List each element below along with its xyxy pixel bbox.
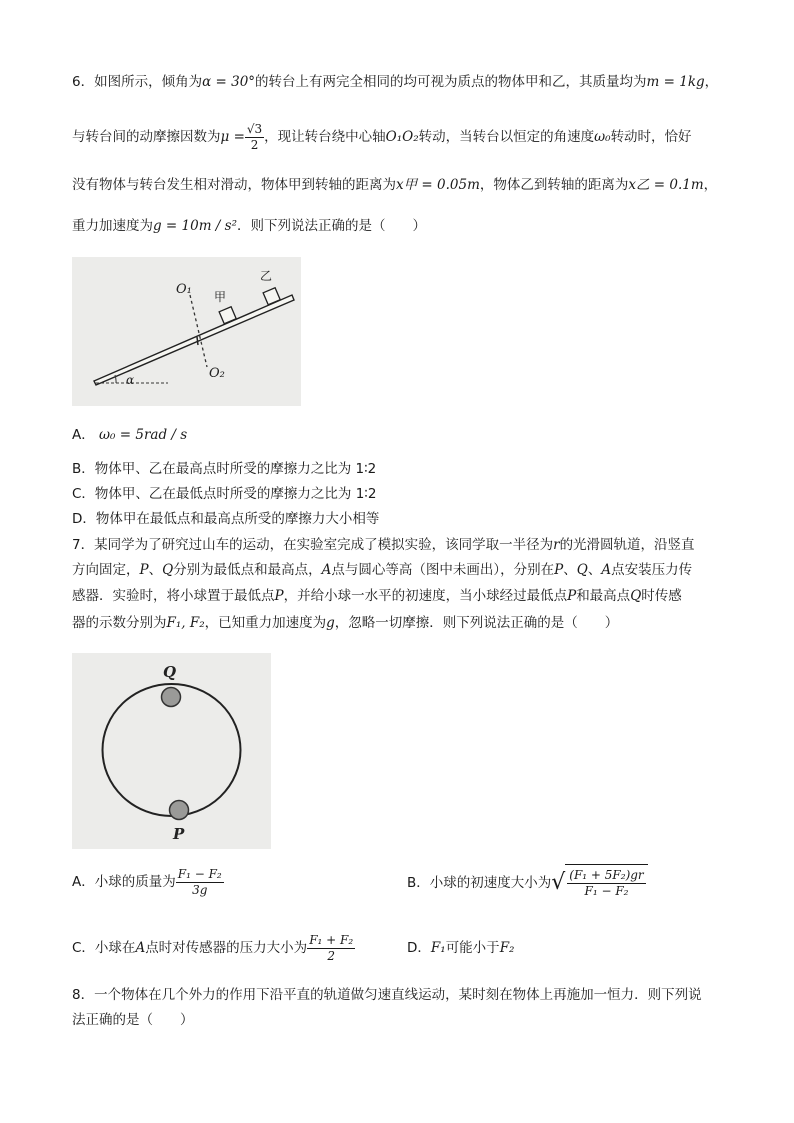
q7-line-3: 感器．实验时，将小球置于最低点P，并给小球一水平的初速度，当小球经过最低点P和最高点Q时传感 [72, 588, 682, 604]
label-p: P [173, 825, 185, 843]
sqrt-sign: √ [551, 870, 566, 895]
q8-line-2: 法正确的是（ ） [72, 1012, 194, 1028]
q7-option-a: A．小球的质量为 $\frac{\text{F₁ − F₂}}{3g}$ [72, 866, 222, 897]
label-jia: 甲 [214, 290, 227, 304]
q6-line-4: 重力加速度为g = 10m / s²．则下列说法正确的是（ ） [72, 218, 426, 234]
label-o1: O₁ [176, 282, 192, 297]
q6-option-c: C．物体甲、乙在最低点时所受的摩擦力之比为 1∶2 [72, 486, 377, 502]
q8-line-1: 8．一个物体在几个外力的作用下沿平直的轨道做匀速直线运动，某时刻在物体上再施加一恒力．则下列说 [72, 987, 702, 1003]
label-o2: O₂ [209, 366, 225, 381]
q7-loop-figure [72, 653, 271, 849]
q7-a-fraction: $\frac{\text{F₁ − F₂}}{3g}$ [177, 866, 222, 897]
q6-line-3: 没有物体与转台发生相对滑动，物体甲到转轴的距离为x甲 = 0.05m，物体乙到转轴的距离为x乙 = 0.1m， [72, 177, 718, 193]
q6-line-1: 6．如图所示，倾角为α = 30°的转台上有两完全相同的均可视为质点的物体甲和乙，其质量均为m = 1kg， [72, 74, 719, 90]
q7-b-radicand [565, 864, 647, 901]
q7-line-1: 7．某同学为了研究过山车的运动，在实验室完成了模拟实验，该同学取一半径为r的光滑圆轨道，沿竖直 [72, 537, 695, 553]
axis-center-mark [197, 337, 198, 345]
q6-option-a: A． ω₀ = 5rad / s [72, 427, 188, 443]
q7-line-4: 器的示数分别为F₁, F₂，已知重力加速度为g，忽略一切摩擦．则下列说法正确的是（ ） [72, 615, 619, 631]
q7-option-c: C．小球在A点时对传感器的压力大小为 $\frac{\text{F₁ + F₂}}{2}$ [72, 932, 354, 963]
q7-c-fraction: $\frac{\text{F₁ + F₂}}{2}$ [309, 932, 354, 963]
label-alpha: α [126, 373, 135, 387]
q6-option-d: D．物体甲在最低点和最高点所受的摩擦力大小相等 [72, 511, 380, 527]
label-q: Q [163, 663, 177, 681]
q7-b-fraction: $\frac{\text{(F₁ + 5F₂)gr}}{\text{F₁ − F₂}}$ [569, 867, 644, 898]
mu-fraction: $\frac{√3}{2}$ [246, 121, 263, 152]
ball-bottom [170, 801, 189, 820]
ball-top [162, 688, 181, 707]
q6-line-2: 与转台间的动摩擦因数为μ = $\frac{√3}{2}$ ，现让转台绕中心轴O₁O₂转动，当转台以恒定的角速度ω₀转动时，恰好 [72, 121, 692, 152]
q6-option-b: B．物体甲、乙在最高点时所受的摩擦力之比为 1∶2 [72, 461, 377, 477]
q6-turntable-figure [72, 257, 301, 406]
q7-option-d: D．F₁可能小于F₂ [407, 940, 515, 956]
q7-option-b: B．小球的初速度大小为√ $\frac{\text{(F₁ + 5F₂)gr}}{\text{F₁ − F₂}}$ [407, 864, 648, 901]
q7-line-2: 方向固定，P、Q分别为最低点和最高点，A点与圆心等高（图中未画出），分别在P、Q、A点安装压力传 [72, 562, 693, 578]
label-yi: 乙 [260, 269, 273, 283]
